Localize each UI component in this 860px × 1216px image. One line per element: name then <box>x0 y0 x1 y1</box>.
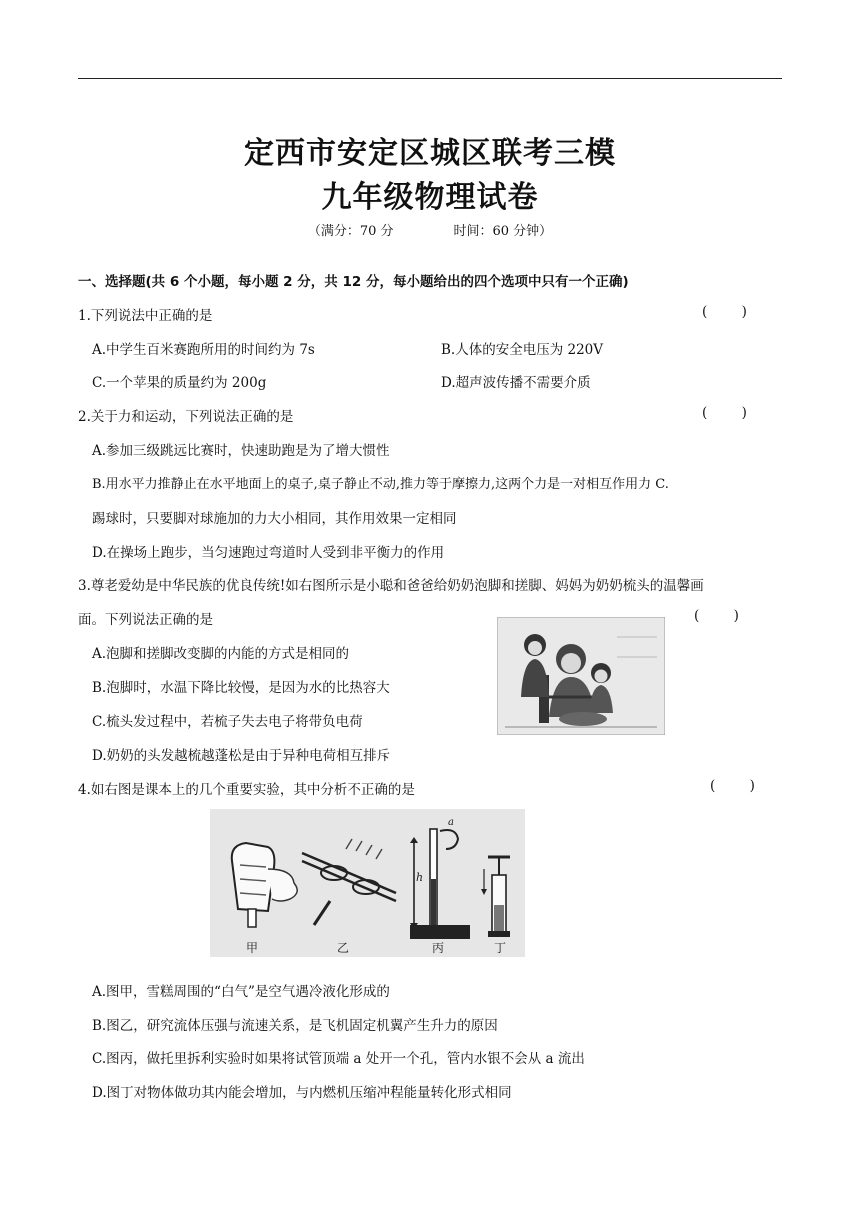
q3-option-a: A.泡脚和搓脚改变脚的内能的方式是相同的 <box>92 646 350 662</box>
q4-option-b: B.图乙，研究流体压强与流速关系，是飞机固定机翼产生升力的原因 <box>92 1018 498 1034</box>
q2-answer-paren: ( ) <box>702 405 747 421</box>
q1-option-b: B.人体的安全电压为 220V <box>441 342 604 358</box>
label-jia: 甲 <box>246 941 259 955</box>
q2-option-c: 踢球时，只要脚对球施加的力大小相同，其作用效果一定相同 <box>92 511 457 527</box>
q4-stem: 4.如右图是课本上的几个重要实验，其中分析不正确的是 <box>78 782 415 798</box>
q3-stem-line1: 3.尊老爱幼是中华民族的优良传统!如右图所示是小聪和爸爸给奶奶泡脚和搓脚、妈妈为奶奶梳头的温馨画 <box>78 578 704 594</box>
q2-stem: 2.关于力和运动，下列说法正确的是 <box>78 409 294 425</box>
svg-text:h: h <box>416 871 424 884</box>
page-title: 定西市安定区城区联考三模 <box>244 136 616 171</box>
full-score: （满分：70 分 <box>307 224 394 239</box>
svg-text:a: a <box>448 817 454 828</box>
exam-time: 时间：60 分钟） <box>453 224 553 239</box>
q2-option-d: D.在操场上跑步，当匀速跑过弯道时人受到非平衡力的作用 <box>92 545 445 561</box>
label-ding: 丁 <box>494 941 507 955</box>
header-rule <box>78 78 782 79</box>
q3-option-b: B.泡脚时，水温下降比较慢，是因为水的比热容大 <box>92 680 390 696</box>
exam-meta <box>0 220 860 239</box>
q3-family-illustration <box>497 617 665 735</box>
q4-answer-paren: ( ) <box>710 778 755 794</box>
label-bing: 丙 <box>432 941 445 955</box>
q1-answer-paren: ( ) <box>702 304 747 320</box>
label-yi: 乙 <box>337 941 350 955</box>
q4-option-d: D.图丁对物体做功其内能会增加，与内燃机压缩冲程能量转化形式相同 <box>92 1085 512 1101</box>
q1-option-a: A.中学生百米赛跑所用的时间约为 7s <box>92 342 315 358</box>
q3-option-d: D.奶奶的头发越梳越蓬松是由于异种电荷相互排斥 <box>92 748 391 764</box>
q2-option-b: B.用水平力推静止在水平地面上的桌子,桌子静止不动,推力等于摩擦力,这两个力是一对相互作用力 C. <box>92 477 669 492</box>
q1-option-d: D.超声波传播不需要介质 <box>441 375 591 391</box>
page-subtitle: 九年级物理试卷 <box>321 180 539 215</box>
q4-option-a: A.图甲，雪糕周围的“白气”是空气遇冷液化形成的 <box>92 984 390 1000</box>
q3-option-c: C.梳头发过程中，若梳子失去电子将带负电荷 <box>92 714 363 730</box>
q1-option-c: C.一个苹果的质量约为 200g <box>92 375 267 391</box>
q2-option-a: A.参加三级跳远比赛时，快速助跑是为了增大惯性 <box>92 443 390 459</box>
q3-stem-line2: 面。下列说法正确的是 <box>78 612 213 628</box>
q4-experiments-figure <box>210 809 525 957</box>
q3-answer-paren: ( ) <box>694 608 739 624</box>
q1-stem: 1.下列说法中正确的是 <box>78 308 213 324</box>
q4-option-c: C.图丙，做托里拆利实验时如果将试管顶端 a 处开一个孔，管内水银不会从 a 流出 <box>92 1051 585 1067</box>
section-heading: 一、选择题(共 6 个小题，每小题 2 分，共 12 分，每小题给出的四个选项中只有一个正确) <box>78 274 629 290</box>
